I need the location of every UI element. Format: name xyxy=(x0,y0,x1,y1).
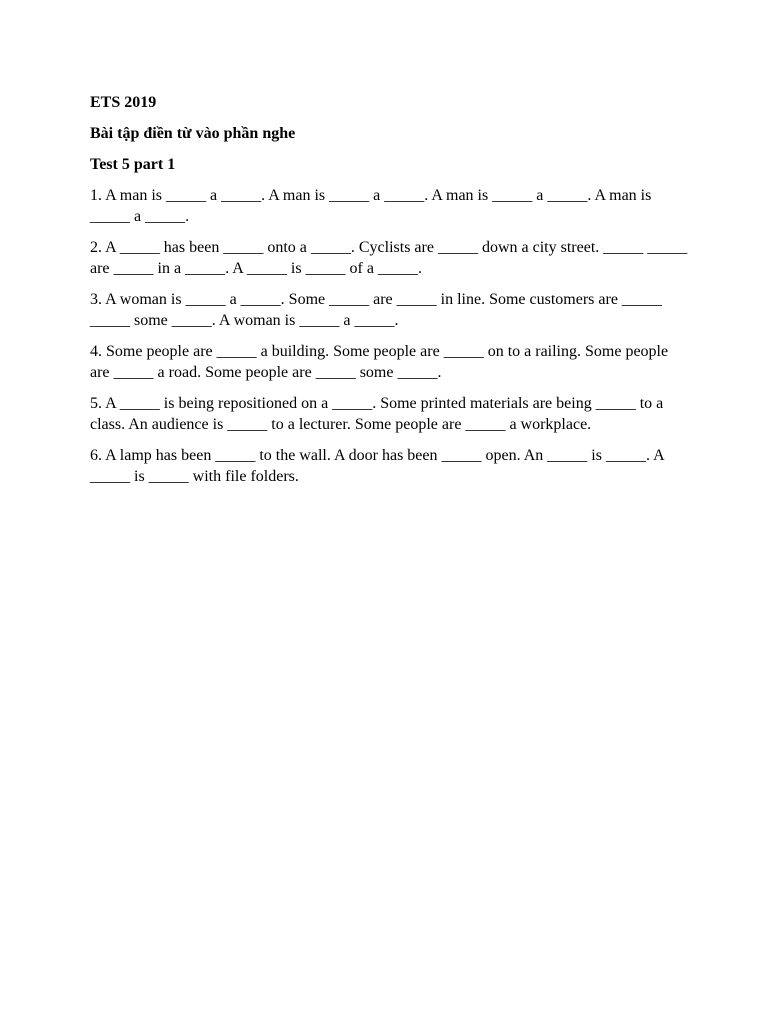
exercise-item-5: 5. A _____ is being repositioned on a _____. Some printed materials are being _____ to a class. An audience is _____ to a lecturer. Some people are _____ a workplace. xyxy=(90,395,664,433)
exercise-item-2: 2. A _____ has been _____ onto a _____. Cyclists are _____ down a city street. _____ _____ are _____ in a _____. A _____ is _____ of a _____. xyxy=(90,239,688,277)
section-heading: Test 5 part 1 xyxy=(90,156,176,173)
exercise-item-3: 3. A woman is _____ a _____. Some _____ are _____ in line. Some customers are _____ _____ some _____. A woman is _____ a _____. xyxy=(90,291,662,329)
document-subtitle: Bài tập điền từ vào phần nghe xyxy=(90,125,296,142)
document-title: ETS 2019 xyxy=(90,94,157,111)
exercise-item-1: 1. A man is _____ a _____. A man is _____ a _____. A man is _____ a _____. A man is _____ a _____. xyxy=(90,187,652,225)
exercise-item-4: 4. Some people are _____ a building. Some people are _____ on to a railing. Some people are _____ a road. Some people are _____ some _____. xyxy=(90,343,669,381)
document-page xyxy=(90,92,690,497)
exercise-item-6: 6. A lamp has been _____ to the wall. A door has been _____ open. An _____ is _____. A _____ is _____ with file folders. xyxy=(90,447,664,485)
